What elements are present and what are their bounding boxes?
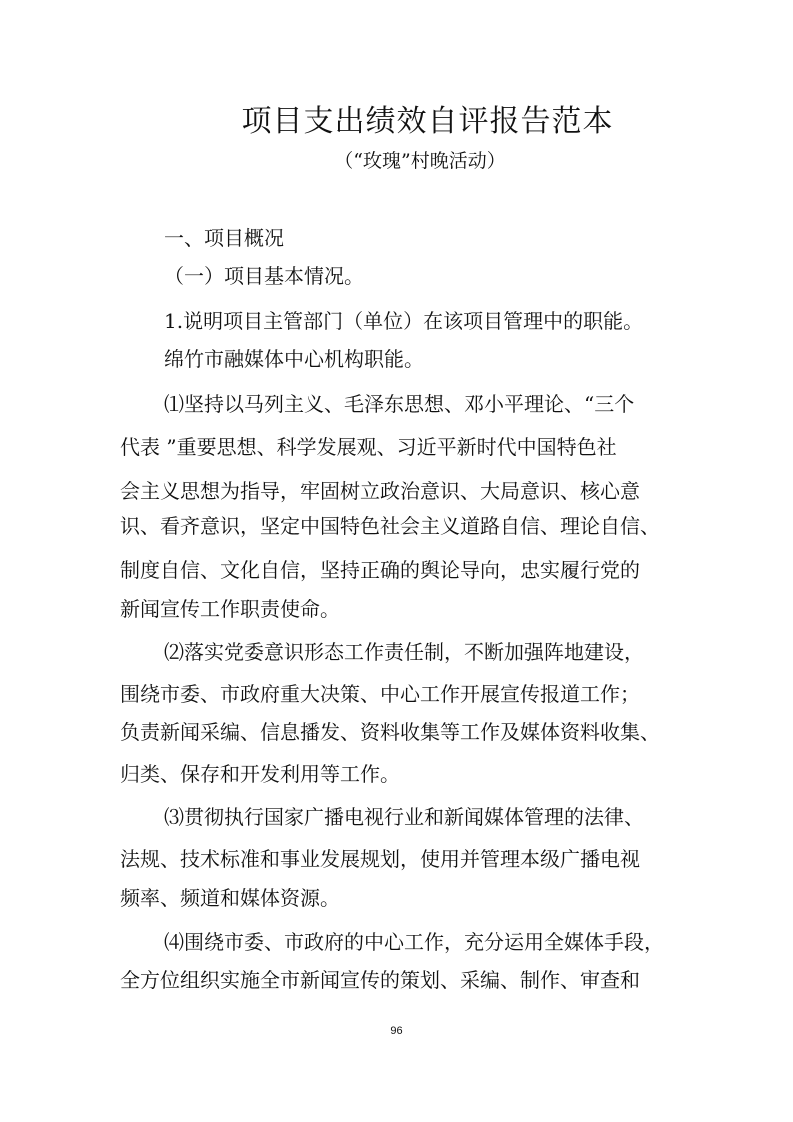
page-subtitle: （“玫瑰”村晚活动）	[334, 150, 506, 172]
body-line: 识、看齐意识，坚定中国特色社会主义道路自信、理论自信、	[120, 514, 660, 538]
body-line: 会主义思想为指导，牢固树立政治意识、大局意识、核心意	[120, 479, 640, 503]
page-title: 项目支出绩效自评报告范本	[241, 104, 614, 139]
section-heading: 一、项目概况	[164, 226, 284, 250]
body-line: 法规、技术标准和事业发展规划，使用并管理本级广播电视	[120, 847, 640, 871]
subsection-heading: （一）项目基本情况。	[164, 264, 364, 288]
body-line: 负责新闻采编、信息播发、资料收集等工作及媒体资料收集、	[120, 720, 660, 744]
body-line: 频率、频道和媒体资源。	[120, 886, 340, 910]
page-number: 96	[390, 1025, 403, 1037]
body-line: ⑴坚持以马列主义、毛泽东思想、邓小平理论、“三个	[164, 392, 635, 416]
body-line: 1.说明项目主管部门（单位）在该项目管理中的职能。	[164, 309, 644, 333]
body-line: 制度自信、文化自信，坚持正确的舆论导向，忠实履行党的	[120, 558, 640, 582]
body-line: ⑶贯彻执行国家广播电视行业和新闻媒体管理的法律、	[164, 805, 644, 829]
body-line: 绵竹市融媒体中心机构职能。	[164, 347, 424, 371]
body-line: 代表 ”重要思想、科学发展观、习近平新时代中国特色社	[120, 435, 617, 459]
body-line: 全方位组织实施全市新闻宣传的策划、采编、制作、审查和	[120, 968, 640, 992]
body-line: 围绕市委、市政府重大决策、中心工作开展宣传报道工作；	[120, 682, 640, 706]
body-line: ⑵落实党委意识形态工作责任制，不断加强阵地建设，	[164, 640, 644, 664]
body-line: 新闻宣传工作职责使命。	[120, 597, 340, 621]
body-line: 归类、保存和开发利用等工作。	[120, 762, 400, 786]
body-line: ⑷围绕市委、市政府的中心工作，充分运用全媒体手段，	[164, 930, 664, 954]
